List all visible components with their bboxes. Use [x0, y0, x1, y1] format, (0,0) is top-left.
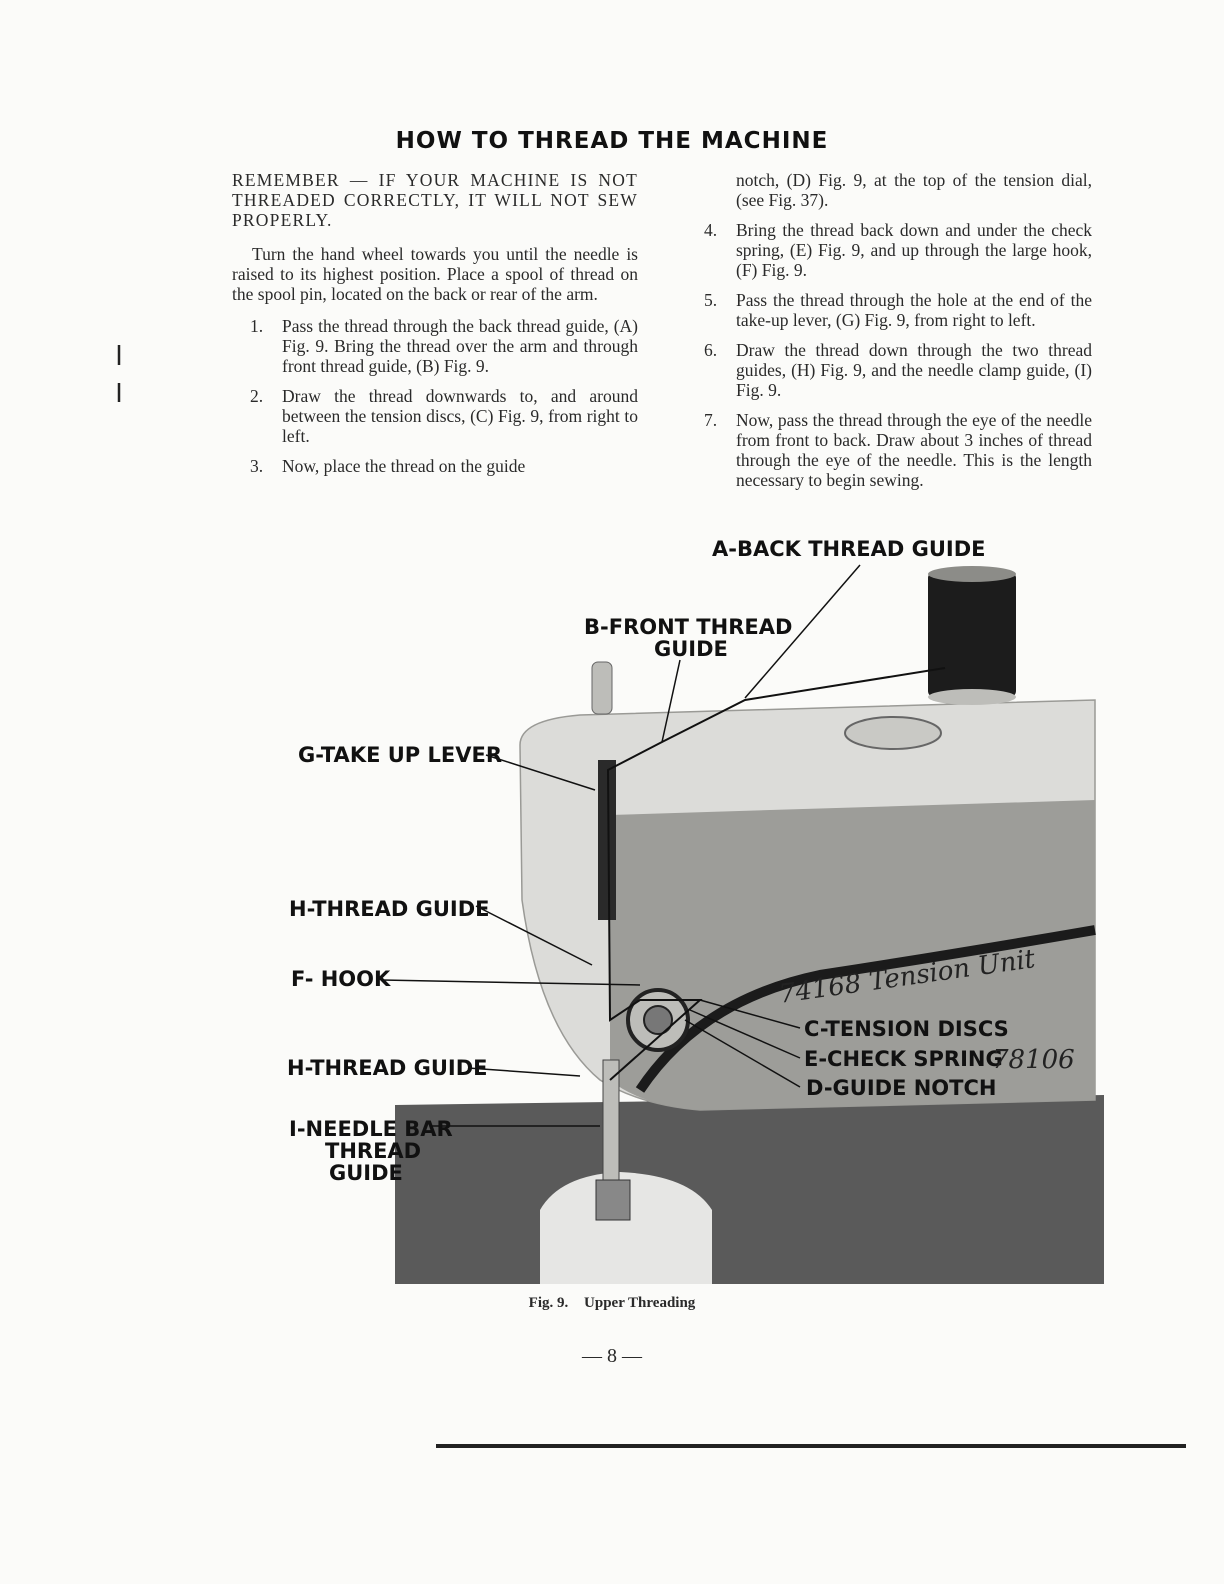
page-title: HOW TO THREAD THE MACHINE: [395, 128, 829, 154]
top-plate: [845, 717, 941, 749]
step-number: 7.: [704, 410, 718, 430]
figure-caption: [0, 1295, 1224, 1312]
callout-i-line3: GUIDE: [329, 1161, 403, 1185]
step-text: Bring the thread back down and under the check spring, (E) Fig. 9, and up through the large hook, (F) Fig. 9.: [736, 220, 1092, 280]
callout-f-hook: F- HOOK: [291, 967, 391, 991]
callout-b-line1: B-FRONT THREAD: [584, 615, 793, 639]
step-text: Draw the thread down through the two thread guides, (H) Fig. 9, and the needle clamp guide, (I) Fig. 9.: [736, 340, 1092, 400]
remember-warning: REMEMBER — IF YOUR MACHINE IS NOT THREADED CORRECTLY, IT WILL NOT SEW PROPERLY.: [232, 170, 638, 230]
step-number: 5.: [704, 290, 718, 310]
handwritten-spring-number: 78106: [992, 1045, 1075, 1075]
step-text: Pass the thread through the hole at the end of the take-up lever, (G) Fig. 9, from right to left.: [736, 290, 1092, 330]
bottom-rule: [436, 1444, 1186, 1448]
callout-i-line2: THREAD: [325, 1139, 422, 1163]
caption-title: Upper Threading: [584, 1295, 696, 1311]
callout-b-front-thread-guide: [584, 616, 792, 660]
step-text: Draw the thread downwards to, and around between the tension discs, (C) Fig. 9, from right to left.: [282, 386, 638, 446]
step-text: Now, pass the thread through the eye of the needle from front to back. Draw about 3 inches of thread through the eye of the needle. This is the length necessary to begin sewing.: [736, 410, 1092, 490]
step-number: 2.: [250, 386, 264, 406]
page-number: — 8 —: [582, 1345, 642, 1367]
take-up-lever: [598, 760, 616, 920]
callout-c-tension-discs: C-TENSION DISCS: [804, 1017, 1009, 1041]
callout-h-thread-guide-upper: H-THREAD GUIDE: [289, 897, 490, 921]
presser-foot: [596, 1180, 630, 1220]
step-text: Now, place the thread on the guide: [282, 456, 526, 476]
step-text: Pass the thread through the back thread guide, (A) Fig. 9. Bring the thread over the arm and through front thread guide, (B) Fig. 9.: [282, 316, 638, 376]
step-number: 1.: [250, 316, 264, 336]
step-number: 6.: [704, 340, 718, 360]
callout-a-back-thread-guide: A-BACK THREAD GUIDE: [712, 537, 986, 561]
callout-g-take-up-lever: G-TAKE UP LEVER: [298, 743, 502, 767]
callout-i-needle-bar-thread-guide: [289, 1118, 453, 1184]
intro-paragraph: Turn the hand wheel towards you until the needle is raised to its highest position. Place a spool of thread on the spool pin, located on the back or rear of the arm.: [232, 244, 638, 304]
step-3-continued: notch, (D) Fig. 9, at the top of the tension dial, (see Fig. 37).: [736, 170, 1092, 210]
step-number: 3.: [250, 456, 264, 476]
spool: [928, 572, 1016, 697]
machine-bed: [395, 1095, 1104, 1284]
callout-d-guide-notch: D-GUIDE NOTCH: [806, 1076, 997, 1100]
handwritten-note: 74168 Tension Unit: [777, 944, 1038, 1010]
callout-b-line2: GUIDE: [654, 637, 728, 661]
step-number: 4.: [704, 220, 718, 240]
spool-pin: [592, 662, 612, 714]
caption-figure-number: Fig. 9.: [528, 1295, 569, 1311]
callout-i-line1: I-NEEDLE BAR: [289, 1117, 453, 1141]
callout-e-check-spring: E-CHECK SPRING: [804, 1047, 1003, 1071]
callout-h-thread-guide-lower: H-THREAD GUIDE: [287, 1056, 488, 1080]
